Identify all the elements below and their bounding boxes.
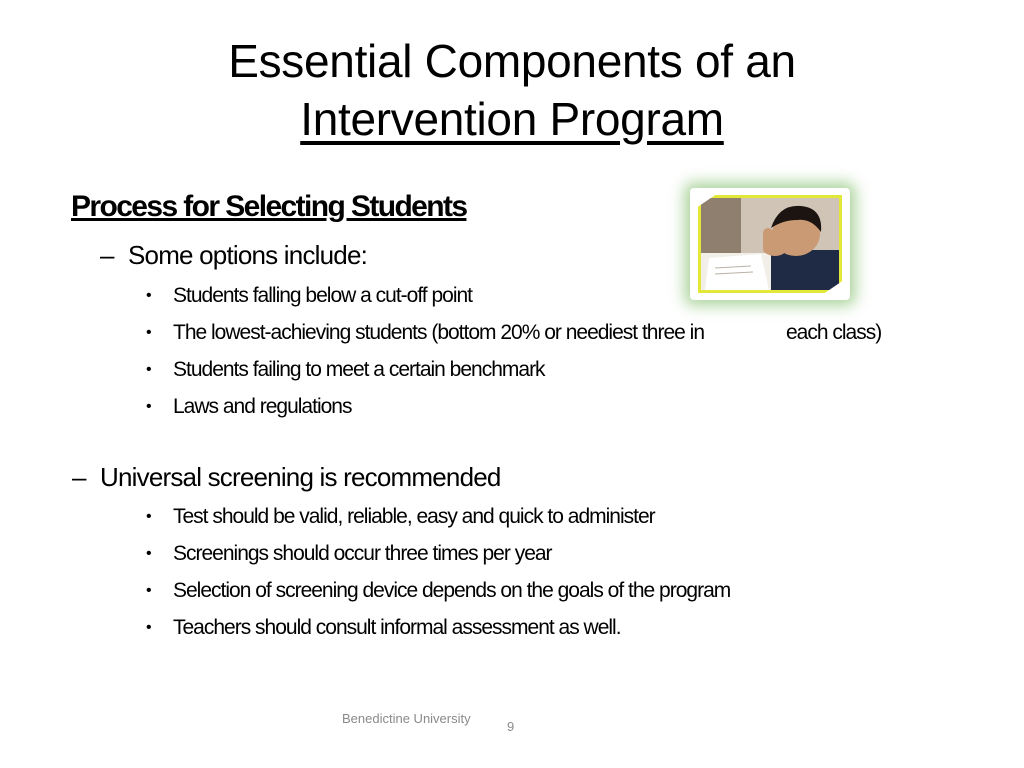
screening-list bbox=[146, 498, 730, 646]
screening-subheading bbox=[72, 462, 501, 493]
footer-text: Benedictine University bbox=[342, 711, 471, 726]
bullet-glyph: • bbox=[146, 545, 151, 562]
bullet-glyph: • bbox=[146, 582, 151, 599]
options-label: Some options include: bbox=[128, 240, 368, 270]
section-heading: Process for Selecting Students bbox=[71, 190, 467, 223]
list-item bbox=[146, 351, 963, 388]
bullet-glyph: • bbox=[146, 398, 151, 415]
list-item-text-continuation: each class) bbox=[786, 321, 882, 344]
list-item bbox=[146, 498, 730, 535]
list-item bbox=[146, 314, 963, 351]
bullet-glyph: • bbox=[146, 287, 151, 304]
dash-marker: – bbox=[100, 240, 114, 270]
slide-title bbox=[0, 32, 1024, 148]
list-item bbox=[146, 535, 730, 572]
title-line-1: Essential Components of an bbox=[228, 35, 796, 87]
screening-label: Universal screening is recommended bbox=[100, 462, 501, 492]
list-item bbox=[146, 572, 730, 609]
list-item bbox=[146, 388, 963, 425]
list-item-text: Screenings should occur three times per year bbox=[173, 542, 552, 565]
list-item-text: Selection of screening device depends on the goals of the program bbox=[173, 579, 731, 602]
list-item bbox=[146, 277, 963, 314]
options-subheading bbox=[100, 240, 367, 271]
list-item bbox=[146, 609, 730, 646]
bullet-glyph: • bbox=[146, 361, 151, 378]
list-item-text: Students falling below a cut-off point bbox=[173, 284, 472, 307]
bullet-glyph: • bbox=[146, 619, 151, 636]
bullet-glyph: • bbox=[146, 324, 151, 341]
list-item-text: The lowest-achieving students (bottom 20% or neediest three in bbox=[173, 321, 704, 344]
list-item-text: Students failing to meet a certain benchmark bbox=[173, 358, 545, 381]
dash-marker: – bbox=[72, 462, 86, 492]
list-item-text: Test should be valid, reliable, easy and quick to administer bbox=[173, 505, 655, 528]
options-list bbox=[146, 277, 963, 425]
bullet-glyph: • bbox=[146, 508, 151, 525]
list-item-text: Laws and regulations bbox=[173, 395, 352, 418]
list-item-text: Teachers should consult informal assessment as well. bbox=[173, 616, 621, 639]
title-line-2: Intervention Program bbox=[300, 93, 724, 145]
page-number: 9 bbox=[507, 719, 515, 734]
